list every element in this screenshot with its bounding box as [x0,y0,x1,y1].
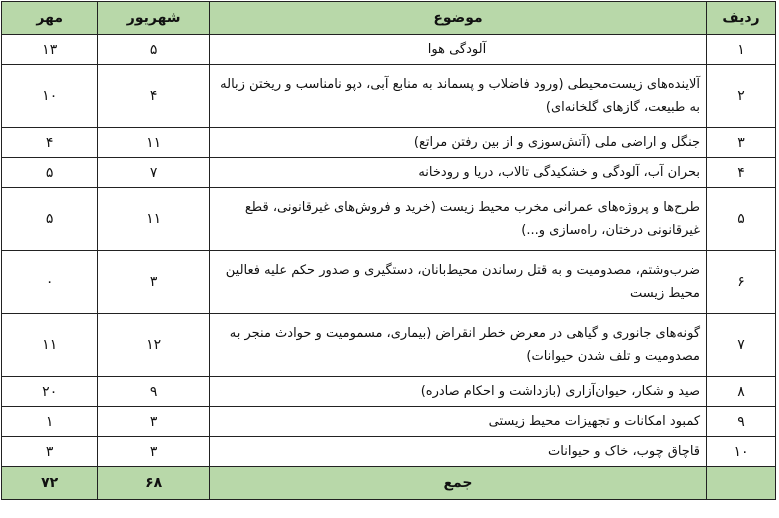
row-index: ۴ [707,158,776,188]
row-topic: قاچاق چوب، خاک و حیوانات [209,437,706,467]
row-shahrivar: ۳ [98,251,210,314]
row-topic: بحران آب، آلودگی و خشکیدگی تالاب، دریا و رودخانه [209,158,706,188]
header-shahrivar: شهریور [98,2,210,35]
row-mehr: ۰ [2,251,98,314]
total-row [2,467,776,500]
row-index: ۳ [707,128,776,158]
row-index: ۷ [707,314,776,377]
row-shahrivar: ۷ [98,158,210,188]
table-row [2,35,776,65]
table-row [2,377,776,407]
row-mehr: ۲۰ [2,377,98,407]
total-label: جمع [209,467,706,500]
row-topic: جنگل و اراضی ملی (آتش‌سوزی و از بین رفتن مراتع) [209,128,706,158]
total-shahrivar: ۶۸ [98,467,210,500]
table-row [2,128,776,158]
row-topic: صید و شکار، حیوان‌آزاری (بازداشت و احکام صادره) [209,377,706,407]
row-mehr: ۱۰ [2,65,98,128]
row-topic: آلودگی هوا [209,35,706,65]
row-shahrivar: ۳ [98,437,210,467]
table-row [2,407,776,437]
row-index: ۵ [707,188,776,251]
row-mehr: ۵ [2,188,98,251]
row-shahrivar: ۹ [98,377,210,407]
row-topic: کمبود امکانات و تجهیزات محیط زیستی [209,407,706,437]
table-row [2,314,776,377]
row-index: ۲ [707,65,776,128]
row-index: ۹ [707,407,776,437]
row-index: ۱ [707,35,776,65]
table-row [2,251,776,314]
total-index-cell [707,467,776,500]
table-row [2,158,776,188]
row-topic: ضرب‌وشتم، مصدومیت و به قتل رساندن محیط‌بانان، دستگیری و صدور حکم علیه فعالین محیط زیست [209,251,706,314]
row-mehr: ۱۳ [2,35,98,65]
row-shahrivar: ۱۲ [98,314,210,377]
row-shahrivar: ۳ [98,407,210,437]
table-row [2,437,776,467]
incidents-table [1,1,776,500]
header-index: ردیف [707,2,776,35]
row-mehr: ۱۱ [2,314,98,377]
row-topic: گونه‌های جانوری و گیاهی در معرض خطر انقراض (بیماری، مسمومیت و حوادث منجر به مصدومیت و تلف شدن حیوانات) [209,314,706,377]
header-mehr: مهر [2,2,98,35]
row-shahrivar: ۴ [98,65,210,128]
table-row [2,188,776,251]
row-mehr: ۴ [2,128,98,158]
row-mehr: ۵ [2,158,98,188]
row-shahrivar: ۱۱ [98,128,210,158]
row-index: ۸ [707,377,776,407]
row-shahrivar: ۱۱ [98,188,210,251]
row-index: ۶ [707,251,776,314]
row-topic: طرح‌ها و پروژه‌های عمرانی مخرب محیط زیست (خرید و فروش‌های غیرقانونی، قطع غیرقانونی درختان، راه‌سازی و...) [209,188,706,251]
total-mehr: ۷۲ [2,467,98,500]
row-shahrivar: ۵ [98,35,210,65]
row-topic: آلاینده‌های زیست‌محیطی (ورود فاضلاب و پسماند به منابع آبی، دپو نامناسب و ریختن زباله به طبیعت، گازهای گلخانه‌ای) [209,65,706,128]
row-mehr: ۱ [2,407,98,437]
row-mehr: ۳ [2,437,98,467]
header-row [2,2,776,35]
row-index: ۱۰ [707,437,776,467]
table-row [2,65,776,128]
header-topic: موضوع [209,2,706,35]
